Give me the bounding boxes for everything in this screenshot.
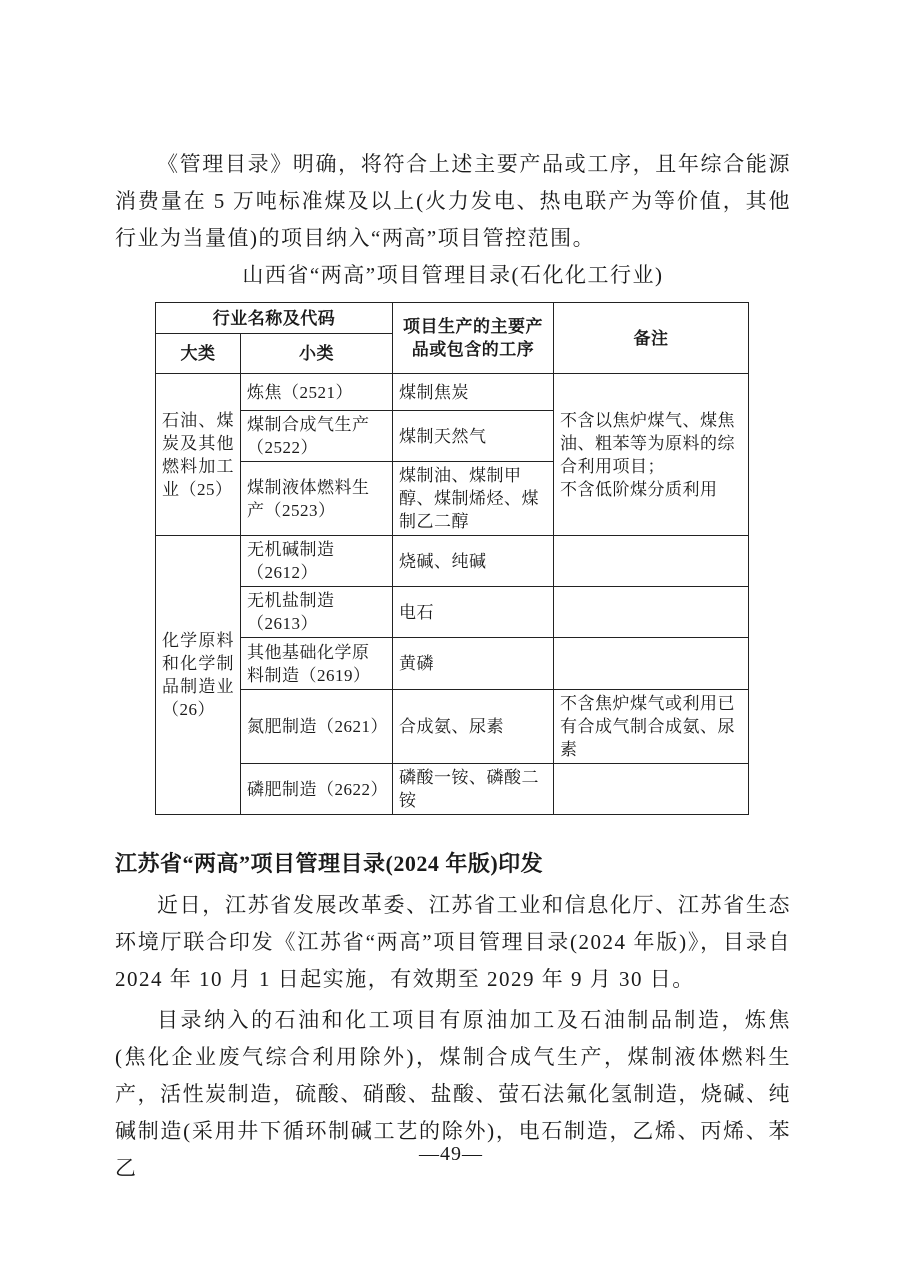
products-cell: 黄磷 — [393, 638, 554, 690]
remark-cell-nitrogen: 不含焦炉煤气或利用已有合成气制合成氨、尿素 — [554, 690, 749, 764]
remark-cell — [554, 536, 749, 587]
minor-class-cell: 无机碱制造（2612） — [241, 536, 393, 587]
remark-cell — [554, 638, 749, 690]
remark-cell — [554, 587, 749, 638]
minor-class-cell: 其他基础化学原料制造（2619） — [241, 638, 393, 690]
minor-class-cell: 无机盐制造（2613） — [241, 587, 393, 638]
products-cell: 烧碱、纯碱 — [393, 536, 554, 587]
major-class-cell-petroleum: 石油、煤炭及其他燃料加工业（25） — [156, 374, 241, 536]
shanxi-table-title: 山西省“两高”项目管理目录(石化化工行业) — [242, 263, 664, 287]
table-row — [156, 374, 749, 411]
table-row — [156, 638, 749, 690]
products-cell: 合成氨、尿素 — [393, 690, 554, 764]
remark-cell — [554, 764, 749, 815]
header-remark: 备注 — [554, 303, 749, 374]
products-cell: 磷酸一铵、磷酸二铵 — [393, 764, 554, 815]
minor-class-cell: 煤制液体燃料生产（2523） — [241, 462, 393, 536]
products-cell: 煤制油、煤制甲醇、煤制烯烃、煤制乙二醇 — [393, 462, 554, 536]
products-cell: 电石 — [393, 587, 554, 638]
table-row — [156, 690, 749, 764]
minor-class-cell: 煤制合成气生产（2522） — [241, 411, 393, 462]
products-cell: 煤制焦炭 — [393, 374, 554, 411]
page-number: —49— — [419, 1143, 483, 1165]
remark-line: 不含低阶煤分质利用 — [560, 479, 718, 499]
table-header-row-1 — [156, 303, 749, 334]
minor-class-cell: 氮肥制造（2621） — [241, 690, 393, 764]
shanxi-catalog-table — [155, 302, 749, 815]
content-area — [115, 146, 791, 1187]
minor-class-cell: 磷肥制造（2622） — [241, 764, 393, 815]
jiangsu-section-heading: 江苏省“两高”项目管理目录(2024 年版)印发 — [115, 851, 544, 876]
remark-line: 不含以焦炉煤气、煤焦油、粗苯等为原料的综合利用项目； — [560, 410, 735, 476]
table-row — [156, 764, 749, 815]
jiangsu-paragraph-2: 目录纳入的石油和化工项目有原油加工及石油制品制造，炼焦(焦化企业废气综合利用除外)，煤制合成气生产，煤制液体燃料生产，活性炭制造，硫酸、硝酸、盐酸、萤石法氟化氢制造，烧碱、纯碱制造(采用井下循环制碱工艺的除外)，电石制造，乙烯、丙烯、苯乙 — [115, 1008, 791, 1180]
table-row — [156, 587, 749, 638]
intro-paragraph: 《管理目录》明确，将符合上述主要产品或工序，且年综合能源消费量在 5 万吨标准煤及以上(火力发电、热电联产为等价值，其他行业为当量值)的项目纳入“两高”项目管控范围。 — [115, 152, 791, 250]
remark-cell-group-25 — [554, 374, 749, 536]
minor-class-cell: 炼焦（2521） — [241, 374, 393, 411]
header-industry-name-code: 行业名称及代码 — [156, 303, 393, 334]
table-row — [156, 536, 749, 587]
header-minor-class: 小类 — [241, 334, 393, 374]
header-major-class: 大类 — [156, 334, 241, 374]
major-class-cell-chemical: 化学原料和化学制品制造业（26） — [156, 536, 241, 815]
jiangsu-paragraph-1: 近日，江苏省发展改革委、江苏省工业和信息化厅、江苏省生态环境厅联合印发《江苏省“两高”项目管理目录(2024 年版)》，目录自 2024 年 10 月 1 日起实施，有效期至 2029 年 9 月 30 日。 — [115, 893, 791, 991]
products-cell: 煤制天然气 — [393, 411, 554, 462]
header-products: 项目生产的主要产品或包含的工序 — [393, 303, 554, 374]
